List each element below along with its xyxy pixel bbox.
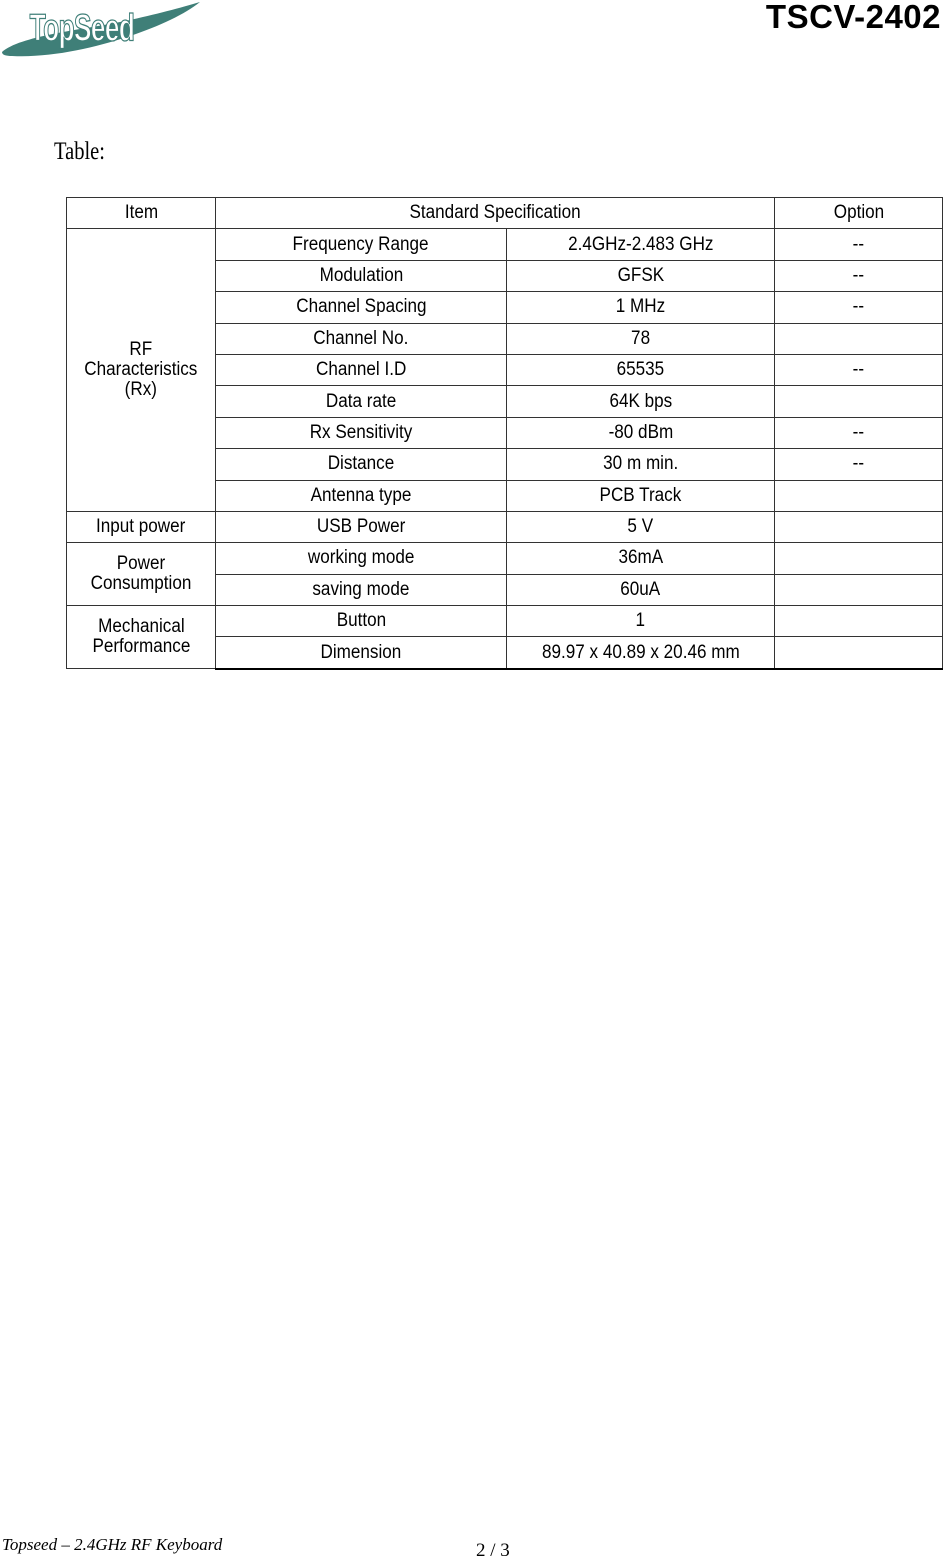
topseed-logo (0, 0, 205, 60)
table-row (67, 606, 943, 637)
spec-name: Button (336, 610, 386, 632)
spec-option: -- (852, 233, 865, 255)
footer-page-number: 2 / 3 (476, 1540, 510, 1561)
table-row (67, 543, 943, 574)
spec-option-cell (775, 543, 943, 574)
spec-name: Frequency Range (293, 233, 429, 255)
spec-name-cell (216, 292, 507, 323)
spec-name-cell (216, 323, 507, 354)
spec-name-cell (216, 354, 507, 385)
item-cell (67, 511, 216, 542)
spec-name: saving mode (312, 578, 410, 600)
topseed-logo-graphic (0, 0, 205, 60)
spec-name-cell (216, 417, 507, 448)
table-row (67, 511, 943, 542)
spec-option: -- (852, 421, 865, 443)
spec-name-cell (216, 260, 507, 291)
spec-value-cell (507, 449, 775, 480)
spec-value: PCB Track (599, 484, 682, 506)
spec-value: -80 dBm (608, 421, 673, 443)
spec-option-cell (775, 323, 943, 354)
spec-option: -- (852, 453, 865, 475)
section-label: Table: (54, 138, 105, 165)
spec-name: Modulation (319, 264, 403, 286)
spec-option-cell (775, 229, 943, 260)
spec-option-cell (775, 260, 943, 291)
table-row (67, 229, 943, 260)
spec-name-cell (216, 386, 507, 417)
item-cell (67, 229, 216, 512)
spec-name: Channel Spacing (295, 296, 427, 318)
spec-name-cell (216, 637, 507, 669)
spec-name: Channel No. (313, 327, 409, 349)
spec-name: Data rate (325, 390, 397, 412)
table-header-row (67, 198, 943, 229)
spec-value: 2.4GHz-2.483 GHz (567, 233, 714, 255)
item-label: RF Characteristics (Rx) (84, 339, 198, 401)
spec-name-cell (216, 449, 507, 480)
spec-option: -- (852, 296, 865, 318)
header-item: Item (67, 198, 216, 229)
spec-value: 65535 (616, 359, 665, 381)
spec-value-cell (507, 480, 775, 511)
spec-value-cell (507, 260, 775, 291)
spec-name: working mode (307, 547, 415, 569)
spec-option: -- (852, 359, 865, 381)
item-label: Power Consumption (90, 553, 192, 595)
header-standard-specification: Standard Specification (216, 198, 775, 229)
spec-value: 60uA (620, 578, 661, 600)
spec-value: 78 (630, 327, 651, 349)
spec-value-cell (507, 354, 775, 385)
spec-name: Rx Sensitivity (309, 421, 413, 443)
spec-option-cell (775, 292, 943, 323)
specification-table (66, 197, 943, 670)
spec-option-cell (775, 637, 943, 669)
spec-value: 1 MHz (615, 296, 666, 318)
item-label: Input power (96, 516, 186, 538)
spec-option-cell (775, 449, 943, 480)
spec-value-cell (507, 543, 775, 574)
spec-value-cell (507, 323, 775, 354)
spec-value-cell (507, 229, 775, 260)
spec-name-cell (216, 511, 507, 542)
spec-name-cell (216, 606, 507, 637)
spec-value-cell (507, 292, 775, 323)
spec-name: Channel I.D (315, 359, 407, 381)
spec-value-cell (507, 637, 775, 669)
spec-name: Dimension (320, 641, 402, 663)
spec-name: USB Power (316, 516, 406, 538)
spec-option-cell (775, 386, 943, 417)
spec-name-cell (216, 229, 507, 260)
spec-name-cell (216, 543, 507, 574)
spec-value: 89.97 x 40.89 x 20.46 mm (541, 641, 740, 663)
item-cell (67, 606, 216, 669)
logo-wordmark: TopSeed (29, 5, 135, 49)
spec-value: 1 (635, 610, 646, 632)
spec-option-cell (775, 574, 943, 605)
document-code: TSCV-2402 (765, 0, 941, 35)
header-option: Option (775, 198, 943, 229)
footer-document-title: Topseed – 2.4GHz RF Keyboard (2, 1535, 223, 1554)
spec-name: Antenna type (310, 484, 412, 506)
spec-option-cell (775, 417, 943, 448)
spec-name-cell (216, 574, 507, 605)
spec-value: 5 V (627, 516, 654, 538)
item-label: Mechanical Performance (92, 616, 190, 658)
spec-option: -- (852, 264, 865, 286)
spec-value: 64K bps (609, 390, 672, 412)
item-cell (67, 543, 216, 606)
spec-option-cell (775, 606, 943, 637)
spec-option-cell (775, 480, 943, 511)
spec-value: 30 m min. (602, 453, 679, 475)
spec-value-cell (507, 386, 775, 417)
spec-value: GFSK (617, 264, 664, 286)
spec-name: Distance (327, 453, 395, 475)
table-body (67, 229, 943, 669)
spec-value-cell (507, 606, 775, 637)
spec-option-cell (775, 511, 943, 542)
spec-value: 36mA (618, 547, 663, 569)
spec-name-cell (216, 480, 507, 511)
spec-value-cell (507, 574, 775, 605)
spec-value-cell (507, 511, 775, 542)
spec-option-cell (775, 354, 943, 385)
spec-value-cell (507, 417, 775, 448)
